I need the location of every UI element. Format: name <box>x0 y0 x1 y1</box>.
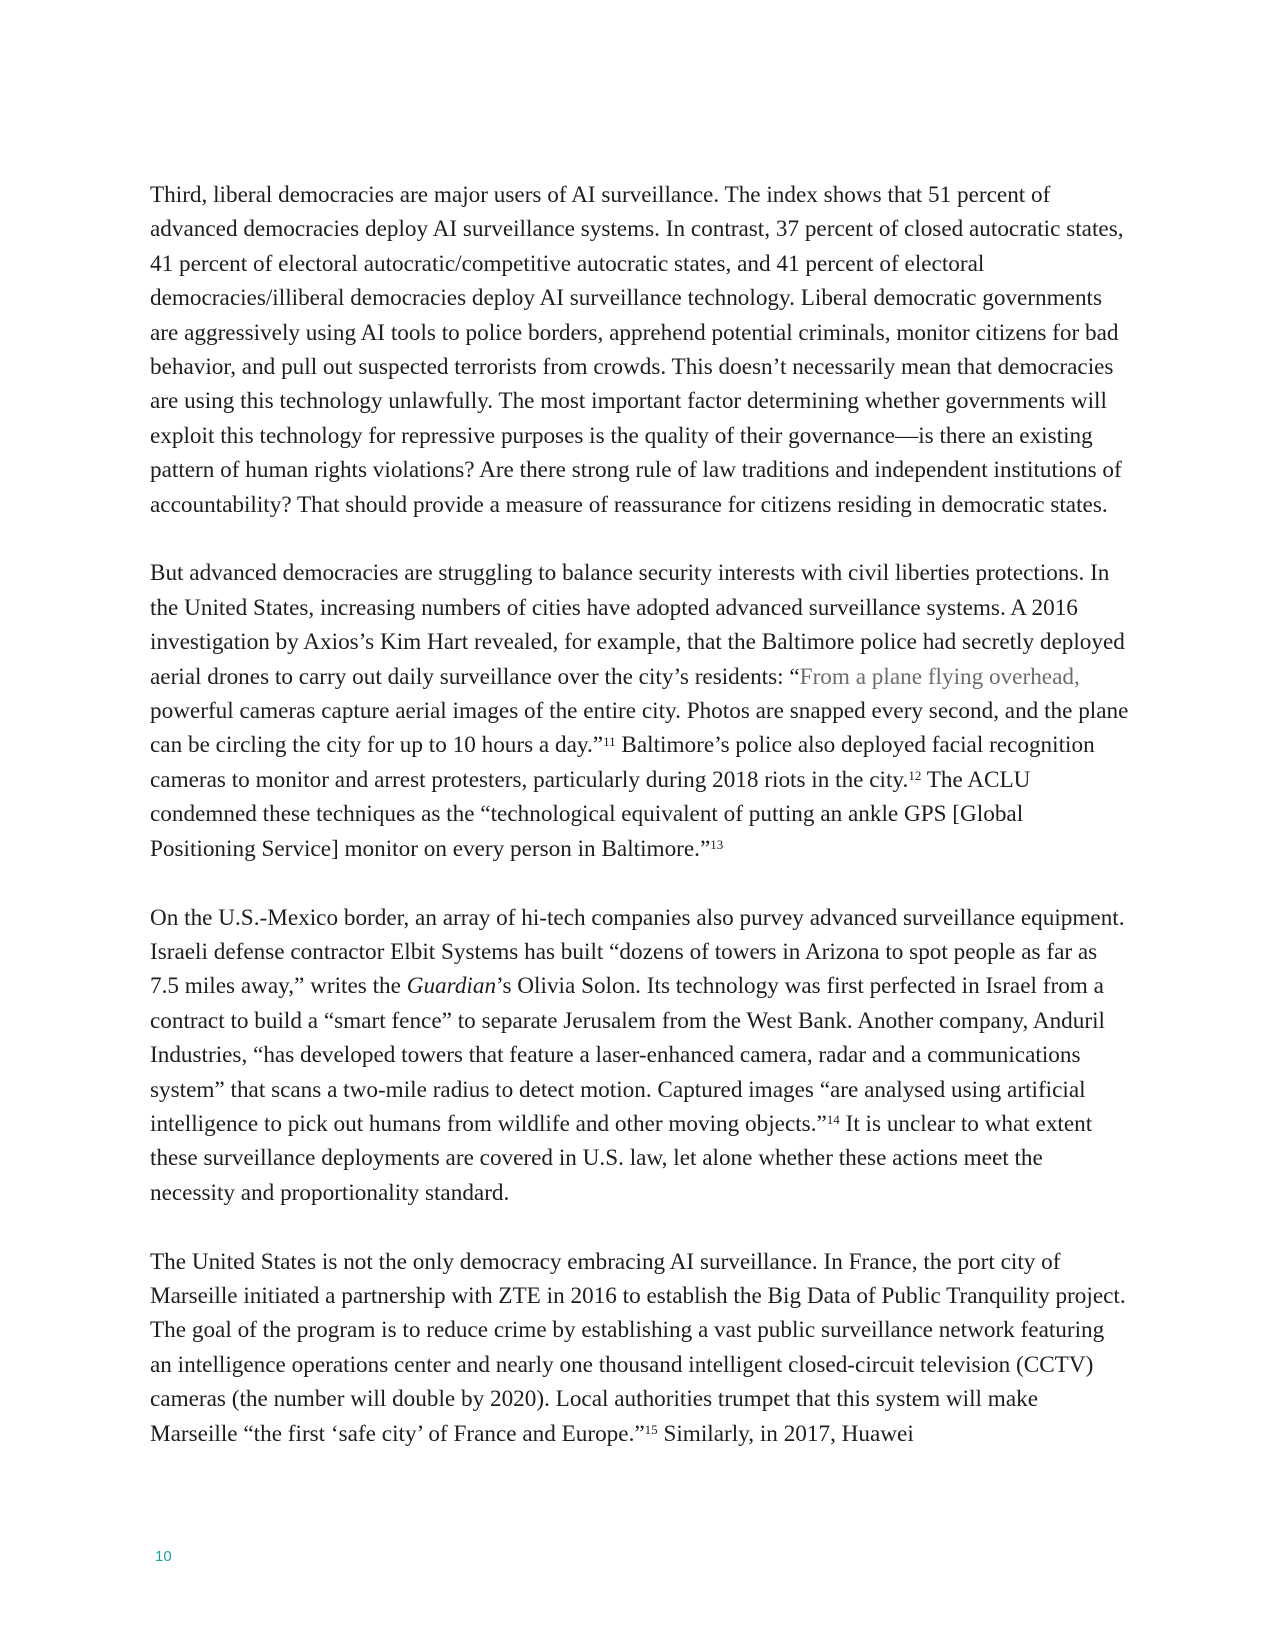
footnote-ref: 13 <box>710 836 724 852</box>
footnote-ref: 14 <box>826 1112 840 1128</box>
text-segment: The ACLU condemned these techniques as the “technological equivalent of putting an ankle GPS [Global Positioning Service] monitor on every person in Baltimore.” <box>150 766 1031 862</box>
text-segment: The United States is not the only democracy embracing AI surveillance. In France, the port city of Marseille initiated a partnership with ZTE in 2016 to establish the Big Data of Public Tranquility project. The goal of the program is to reduce crime by establishing a vast public surveillance network featuring an intelligence operations center and nearly one thousand intelligent closed-circuit television (CCTV) cameras (the number will double by 2020). Local authorities trumpet that this system will make Marseille “the first ‘safe city’ of France and Europe.” <box>150 1248 1126 1447</box>
text-segment: ’s Olivia Solon. Its technology was first perfected in Israel from a contract to build a “smart fence” to separate Jerusalem from the West Bank. Another company, Anduril Industries, “has developed towers that feature a laser-enhanced camera, radar and a communications system” that scans a two-mile radius to detect motion. Captured images “are analysed using artificial intelligence to pick out humans from wildlife and other moving objects.” <box>150 973 1105 1137</box>
footnote-ref: 15 <box>644 1421 658 1437</box>
footnote-ref: 11 <box>603 733 616 749</box>
text-segment: Baltimore’s police also deployed facial recognition cameras to monitor and arrest protesters, particularly during 2018 riots in the city. <box>150 732 1095 793</box>
paragraph-us-mexico-border <box>150 901 1130 1211</box>
text-segment: powerful cameras capture aerial images of the entire city. Photos are snapped every second, and the plane can be circling the city for up to 10 hours a day.” <box>150 698 1129 759</box>
paragraph-advanced-democracies <box>150 556 1130 866</box>
text-segment: Similarly, in 2017, Huawei <box>657 1420 914 1447</box>
paragraph-text: Third, liberal democracies are major users of AI surveillance. The index shows that 51 percent of advanced democracies deploy AI surveillance systems. In contrast, 37 percent of closed autocratic states, 41 percent of electoral autocratic/competitive autocratic states, and 41 percent of electoral democracies/illiberal democracies deploy AI surveillance technology. Liberal democratic governments are aggressively using AI tools to police borders, apprehend potential criminals, monitor citizens for bad behavior, and pull out suspected terrorists from crowds. This doesn’t necessarily mean that democracies are using this technology unlawfully. The most important factor determining whether governments will exploit this technology for repressive purposes is the quality of their governance—is there an existing pattern of human rights violations? Are there strong rule of law traditions and independent institutions of accountability? That should provide a measure of reassurance for citizens residing in democratic states. <box>150 182 1124 518</box>
text-segment: It is unclear to what extent these surveillance deployments are covered in U.S. law, let alone whether these actions meet the necessity and proportionality standard. <box>150 1110 1093 1206</box>
paragraph-liberal-democracies <box>150 178 1130 522</box>
text-segment: On the U.S.-Mexico border, an array of hi-tech companies also purvey advanced surveillance equipment. Israeli defense contractor Elbit Systems has built “dozens of towers in Arizona to spot people as far as 7.5 miles away,” writes the <box>150 904 1125 1000</box>
page-number: 10 <box>155 1548 172 1565</box>
publication-title: Guardian <box>406 973 497 1000</box>
text-segment: But advanced democracies are struggling to balance security interests with civil liberties protections. In the United States, increasing numbers of cities have adopted advanced surveillance systems. A 2016 investigation by Axios’s Kim Hart revealed, for example, that the Baltimore police had secretly deployed aerial drones to carry out daily surveillance over the city’s residents: “ <box>150 560 1125 690</box>
quote-link[interactable]: From a plane flying overhead, <box>799 663 1080 690</box>
paragraph-france-marseille <box>150 1245 1130 1451</box>
footnote-ref: 12 <box>908 768 922 784</box>
body-text <box>150 178 1130 1451</box>
